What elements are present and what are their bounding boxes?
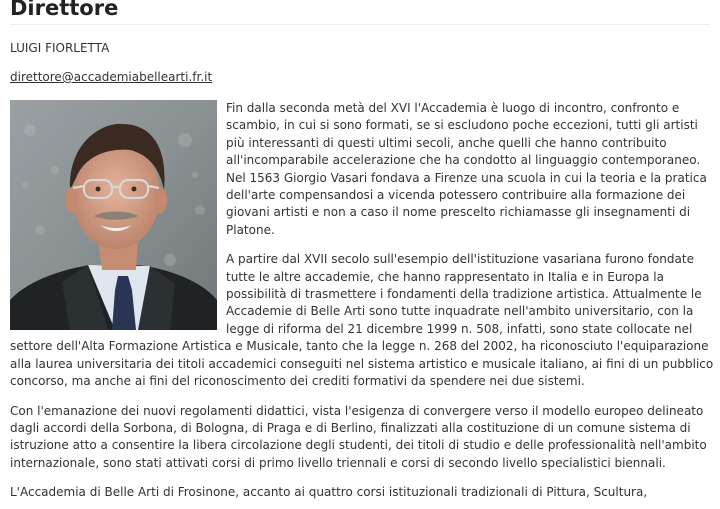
title-divider <box>10 24 710 25</box>
biography-content <box>10 100 716 509</box>
biography-paragraph: Con l'emanazione dei nuovi regolamenti didattici, vista l'esigenza di convergere verso il modello europeo delineato dagli accordi della Sorbona, di Bologna, di Praga e di Berlino, finalizzati alla costituzione di un comune sistema di istruzione atto a consentire la libera circolazione degli studenti, dei titoli di studio e delle professionalità nell'ambito internazionale, sono stati attivati corsi di primo livello triennali e corsi di secondo livello specialistici biennali. <box>10 403 707 470</box>
biography-paragraph: A partire dal XVII secolo sull'esempio dell'istituzione vasariana furono fondate tutte le altre accademie, che hanno rappresentato in Italia e in Europa la possibilità di trasmettere i fondamenti della tradizione artistica. Attualmente le Accademie di Belle Arti sono tutte inquadrate nell'ambito universitario, con la legge di riforma del 21 dicembre 1999 n. 508, infatti, sono state collocate nel settore dell'Alta Formazione Artistica e Musicale, tanto che la legge n. 268 del 2002, ha riconosciuto l'equiparazione alla laurea universitaria dei titoli accademici conseguiti nel sistema artistico e musicale italiano, ai fini di un pubblico concorso, ma anche ai fini del riconoscimento dei crediti formativi da spendere nei due sistemi. <box>10 252 714 389</box>
person-portrait-photo-icon <box>10 100 217 330</box>
director-name: LUIGI FIORLETTA <box>10 41 110 55</box>
page-title: Direttore <box>10 0 119 20</box>
biography-paragraph: L'Accademia di Belle Arti di Frosinone, accanto ai quattro corsi istituzionali tradizionali di Pittura, Scultura, <box>10 485 648 500</box>
biography-paragraph: Fin dalla seconda metà del XVI l'Accademia è luogo di incontro, confronto e scambio, in cui si sono formati, se si escludono poche eccezioni, tutti gli artisti più interessanti di questi ultimi secoli, anche quelli che hanno contribuito all'incomparabile accelerazione che ha condotto al linguaggio contemporaneo. Nel 1563 Giorgio Vasari fondava a Firenze una scuola in cui la teoria e la pratica dell'arte compensandosi a vicenda potessero contribuire alla formazione dei giovani artisti e non a caso il nome prescelto richiamasse gli insegnamenti di Platone. <box>226 101 707 237</box>
director-email-link[interactable]: direttore@accademiabellearti.fr.it <box>10 70 213 84</box>
